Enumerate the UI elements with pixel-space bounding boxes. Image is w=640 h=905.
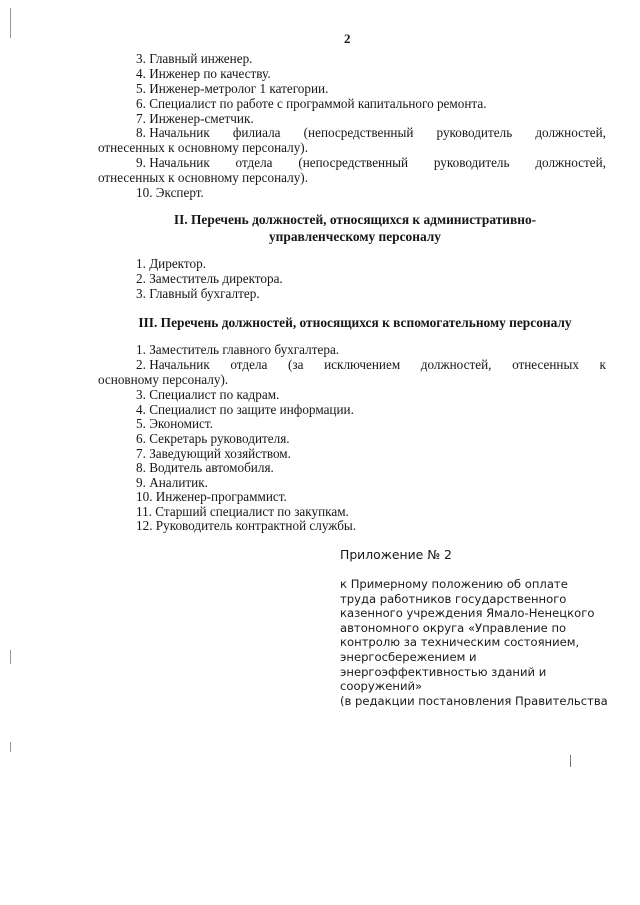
word: руководитель <box>433 155 510 170</box>
list-item: 6. Секретарь руководителя. <box>136 431 290 446</box>
list-item-8-first-line <box>136 126 606 141</box>
scan-artifact <box>570 755 571 767</box>
list-item: 10. Инженер-программист. <box>136 489 287 504</box>
list-item: 4. Инженер по качеству. <box>136 66 271 81</box>
list-item: 8. Водитель автомобиля. <box>136 460 274 475</box>
scan-artifact <box>10 8 11 38</box>
list-item: 5. Инженер-метролог 1 категории. <box>136 81 329 96</box>
list-item-9-first-line <box>136 156 606 171</box>
scan-artifact <box>10 742 11 752</box>
word: филиала <box>232 125 281 140</box>
word: должностей, <box>535 125 606 140</box>
page-number: 2 <box>344 31 351 46</box>
word: 9. Начальник <box>136 155 210 170</box>
appendix-line: энергоэффективностью зданий и <box>340 664 547 679</box>
appendix-line: автономного округа «Управление по <box>340 620 567 635</box>
appendix-line: к Примерному положению об оплате <box>340 577 568 591</box>
list-item: 4. Специалист по защите информации. <box>136 402 354 417</box>
list-item-2-continuation: основному персоналу). <box>98 372 229 387</box>
word: (за <box>288 357 304 372</box>
word: исключением <box>324 357 401 372</box>
word: отнесенных <box>512 357 579 372</box>
word: 8. Начальник <box>136 125 210 140</box>
appendix-line: труда работников государственного <box>340 591 567 606</box>
section-2-heading-line-1: II. Перечень должностей, относящихся к административно- <box>173 212 537 227</box>
section-2-heading <box>80 211 630 245</box>
word: должностей, <box>535 155 606 170</box>
list-item: 1. Заместитель главного бухгалтера. <box>136 342 340 357</box>
list-item-2-first-line <box>136 358 606 373</box>
appendix-line: казенного учреждения Ямало-Ненецкого <box>340 606 595 621</box>
list-item: 2. Заместитель директора. <box>136 271 283 286</box>
section-3-heading: III. Перечень должностей, относящихся к вспомогательному персоналу <box>138 315 572 330</box>
list-item: 9. Аналитик. <box>136 475 208 490</box>
list-item: 12. Руководитель контрактной службы. <box>136 518 357 533</box>
appendix-line: контролю за техническим состоянием, <box>340 635 580 650</box>
word: отдела <box>230 357 268 372</box>
list-item-9-continuation: отнесенных к основному персоналу). <box>98 170 308 185</box>
list-item: 3. Специалист по кадрам. <box>136 387 280 402</box>
list-item: 7. Инженер-сметчик. <box>136 111 254 126</box>
appendix-caption <box>340 577 620 708</box>
word: (непосредственный <box>303 125 414 140</box>
word: руководитель <box>436 125 513 140</box>
list-item: 3. Главный бухгалтер. <box>136 286 260 301</box>
list-item: 11. Старший специалист по закупкам. <box>136 504 349 519</box>
list-item: 6. Специалист по работе с программой капитального ремонта. <box>136 96 487 111</box>
word: должностей, <box>420 357 492 372</box>
section-2-heading-line-2: управленческому персоналу <box>268 229 441 244</box>
word: (непосредственный <box>298 155 409 170</box>
appendix-line: (в редакции постановления Правительства <box>340 693 608 708</box>
appendix-line: энергосбережением и <box>340 649 477 664</box>
list-item: 3. Главный инженер. <box>136 51 253 66</box>
word: отдела <box>235 155 273 170</box>
list-item-8-continuation: отнесенных к основному персоналу). <box>98 140 308 155</box>
word: к <box>599 357 606 372</box>
appendix-line: сооружений» <box>340 679 423 694</box>
list-item: 5. Экономист. <box>136 416 213 431</box>
appendix-title: Приложение № 2 <box>340 547 452 562</box>
word: 2. Начальник <box>136 357 210 372</box>
list-item: 1. Директор. <box>136 256 206 271</box>
list-item: 7. Заведующий хозяйством. <box>136 446 291 461</box>
list-item: 10. Эксперт. <box>136 185 204 200</box>
scan-artifact <box>10 650 11 664</box>
